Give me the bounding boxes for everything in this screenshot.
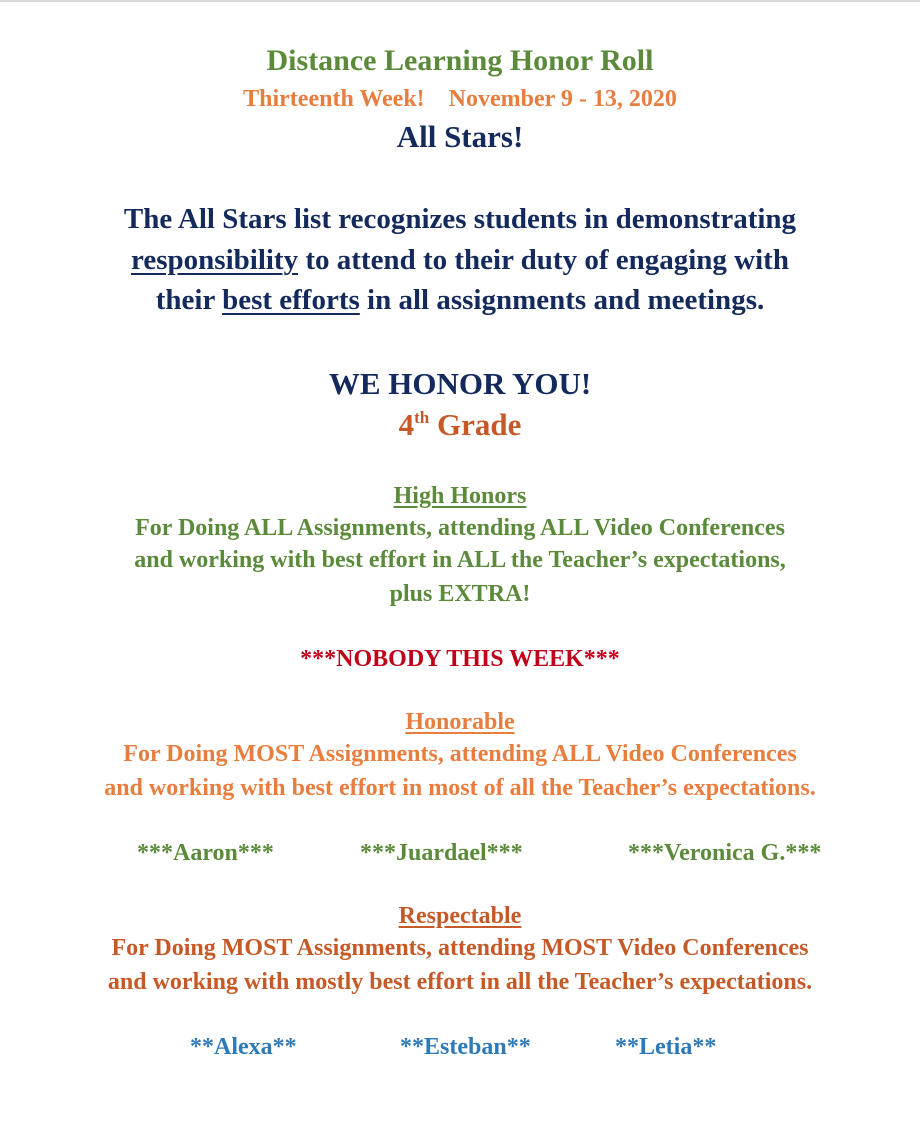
list-name-heading: All Stars! bbox=[396, 119, 524, 154]
respectable-student-name: **Esteban** bbox=[400, 1034, 531, 1060]
honorable-student-name: ***Veronica G.*** bbox=[628, 840, 822, 866]
week-label: Thirteenth Week! bbox=[243, 86, 425, 112]
high-honors-criteria-line-1: For Doing ALL Assignments, attending ALL Video Conferences bbox=[135, 515, 785, 541]
honorable-criteria-line-1: For Doing MOST Assignments, attending ALL Video Conferences bbox=[123, 741, 797, 767]
description-line-3-rest: in all assignments and meetings. bbox=[359, 284, 765, 316]
document-title: Distance Learning Honor Roll bbox=[266, 44, 654, 77]
description-line-1: The All Stars list recognizes students in demonstrating bbox=[123, 203, 797, 235]
honorable-criteria-line-2: and working with best effort in most of all the Teacher’s expectations. bbox=[104, 775, 816, 801]
high-honors-criteria-line-3: plus EXTRA! bbox=[389, 581, 531, 607]
description-line-2-rest: to attend to their duty of engaging with bbox=[298, 244, 789, 276]
description-line-3 bbox=[0, 286, 920, 315]
high-honors-title bbox=[0, 484, 920, 508]
responsibility-emphasis: responsibility bbox=[131, 244, 299, 276]
honorable-title bbox=[0, 710, 920, 734]
high-honors-criteria-line-2: and working with best effort in ALL the Teacher’s expectations, bbox=[134, 547, 786, 573]
honor-banner: WE HONOR YOU! bbox=[328, 366, 592, 401]
grade-heading bbox=[0, 409, 920, 440]
high-honors-title-text: High Honors bbox=[393, 483, 527, 509]
respectable-title bbox=[0, 904, 920, 928]
week-subtitle bbox=[0, 87, 920, 111]
top-border-line bbox=[0, 0, 920, 2]
high-honors-students-note: ***NOBODY THIS WEEK*** bbox=[300, 646, 620, 672]
description-line-3-start: their bbox=[155, 284, 223, 316]
week-dates: November 9 - 13, 2020 bbox=[448, 86, 677, 112]
best-efforts-emphasis: best efforts bbox=[222, 284, 360, 316]
honorable-title-text: Honorable bbox=[405, 709, 515, 735]
grade-word: Grade bbox=[429, 407, 522, 442]
respectable-student-name: **Alexa** bbox=[190, 1034, 297, 1060]
respectable-title-text: Respectable bbox=[398, 903, 522, 929]
respectable-criteria-line-2: and working with mostly best effort in all the Teacher’s expectations. bbox=[107, 969, 813, 995]
description-line-2 bbox=[0, 246, 920, 275]
respectable-criteria-line-1: For Doing MOST Assignments, attending MOST Video Conferences bbox=[111, 935, 809, 961]
grade-number: 4 bbox=[398, 407, 415, 442]
respectable-student-name: **Letia** bbox=[615, 1034, 717, 1060]
honorable-student-name: ***Aaron*** bbox=[137, 840, 274, 866]
grade-suffix: th bbox=[414, 408, 430, 427]
honorable-student-name: ***Juardael*** bbox=[360, 840, 523, 866]
